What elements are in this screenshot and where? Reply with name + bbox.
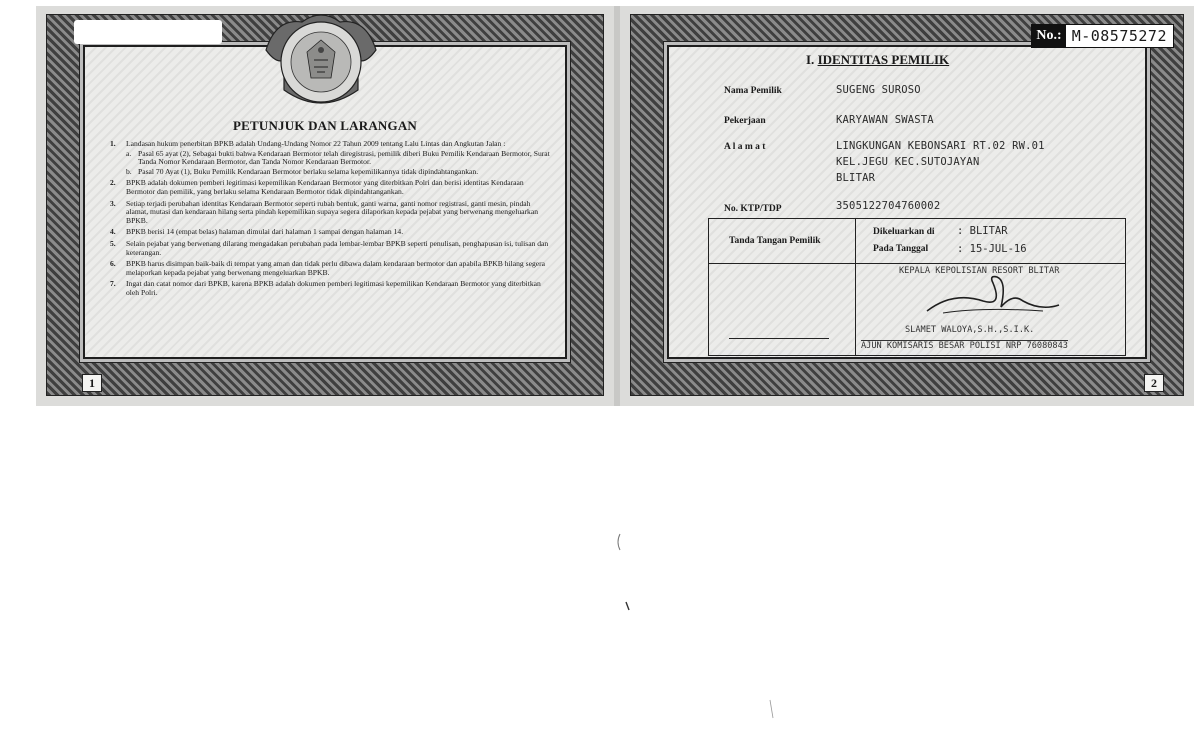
address-line-1: LINGKUNGAN KEBONSARI RT.02 RW.01 — [836, 140, 1045, 152]
owner-name-value: SUGENG SUROSO — [836, 84, 921, 96]
owner-signature-label: Tanda Tangan Pemilik — [729, 236, 821, 246]
page-number: 1 — [82, 374, 102, 392]
official-title: KEPALA KEPOLISIAN RESORT BLITAR — [899, 266, 1060, 276]
sub-text: Pasal 70 Ayat (1), Buku Pemilik Kendaraan Bermotor berlaku selama kepemilikannya tidak dipindahtangankan. — [138, 166, 479, 176]
occupation-value: KARYAWAN SWASTA — [836, 114, 934, 126]
address-line-2: KEL.JEGU KEC.SUTOJAYAN — [836, 156, 980, 168]
list-text: Landasan hukum penerbitan BPKB adalah Undang-Undang Nomor 22 Tahun 2009 tentang Lalu Lintas dan Angkutan Jalan : — [126, 139, 506, 148]
official-name: SLAMET WALOYA,S.H.,S.I.K. — [905, 325, 1035, 335]
section-number: I. — [806, 52, 815, 67]
sub-letter: b. — [126, 166, 132, 176]
serial-value: M-08575272 — [1071, 27, 1167, 45]
address-line-3: BLITAR — [836, 172, 876, 184]
id-number-value: 3505122704760002 — [836, 200, 941, 212]
list-text: BPKB harus disimpan baik-baik di tempat yang aman dan tidak perlu dibawa dalam kendaraan bermotor dan apabila BPKB hilang segera melaporkan kepada pejabat yang berwenang mengeluarkan BPKB. — [126, 259, 546, 277]
instructions-title: PETUNJUK DAN LARANGAN — [232, 118, 418, 133]
owner-name-label: Nama Pemilik — [724, 86, 782, 96]
sub-letter: a. — [126, 148, 132, 158]
sub-text: Pasal 65 ayat (2), Sebagai bukti bahwa Kendaraan Bermotor telah diregistrasi, pemilik diberi Buku Pemilik Kendaraan Bermotor, Surat Tanda Nomor Kendaraan Bermotor, dan Tanda Nomor Kendaraan Bermotor. — [138, 148, 550, 167]
list-number: 7. — [110, 279, 116, 289]
list-text: Selain pejabat yang berwenang dilarang mengadakan perubahan pada lembar-lembar BPKB seperti penulisan, penghapusan isi, tulisan dan keterangan. — [126, 238, 549, 257]
list-number: 4. — [110, 227, 116, 237]
list-number: 2. — [110, 178, 116, 188]
list-text: BPKB berisi 14 (empat belas) halaman dimulai dari halaman 1 sampai dengan halaman 14. — [126, 227, 404, 237]
issued-date-label: Pada Tanggal — [873, 244, 929, 254]
issued-at-value: : BLITAR — [957, 225, 1008, 237]
list-number: 3. — [110, 198, 116, 208]
page-number: 2 — [1144, 374, 1164, 392]
official-rank: AJUN KOMISARIS BESAR POLISI NRP 76080843 — [861, 341, 1068, 351]
list-text: Setiap terjadi perubahan identitas Kendaraan Bermotor seperti rubah bentuk, ganti warna, ganti nomor registrasi, ganti mesin, pindah alamat, mutasi dan kendaraan hilang serta pindah kepemilikan supaya segera dilaporkan kepada pejabat yang berwenang mengeluarkan BPKB. — [126, 198, 539, 225]
id-number-label: No. KTP/TDP — [724, 204, 782, 214]
list-number: 6. — [110, 259, 116, 269]
section-title-text: IDENTITAS PEMILIK — [817, 52, 950, 67]
list-text: BPKB adalah dokumen pemberi legitimasi kepemilikan Kendaraan Bermotor yang diterbitkan Polri dan berisi identitas Kendaraan Bermotor dan pemilik, yang berlaku selama Kendaraan Bermotor tidak dipindahtangankan. — [126, 178, 524, 196]
occupation-label: Pekerjaan — [724, 116, 766, 126]
serial-label: No.: — [1032, 25, 1065, 47]
address-label: A l a m a t — [724, 142, 766, 152]
list-number: 5. — [110, 238, 116, 248]
list-number: 1. — [110, 139, 116, 148]
list-text: Ingat dan catat nomor dari BPKB, karena BPKB adalah dokumen pemberi legitimasi kepemilikan Kendaraan Bermotor yang diterbitkan oleh Polri. — [126, 279, 541, 297]
issued-at-label: Dikeluarkan di — [873, 227, 935, 237]
issued-date-value: : 15-JUL-16 — [957, 243, 1027, 255]
